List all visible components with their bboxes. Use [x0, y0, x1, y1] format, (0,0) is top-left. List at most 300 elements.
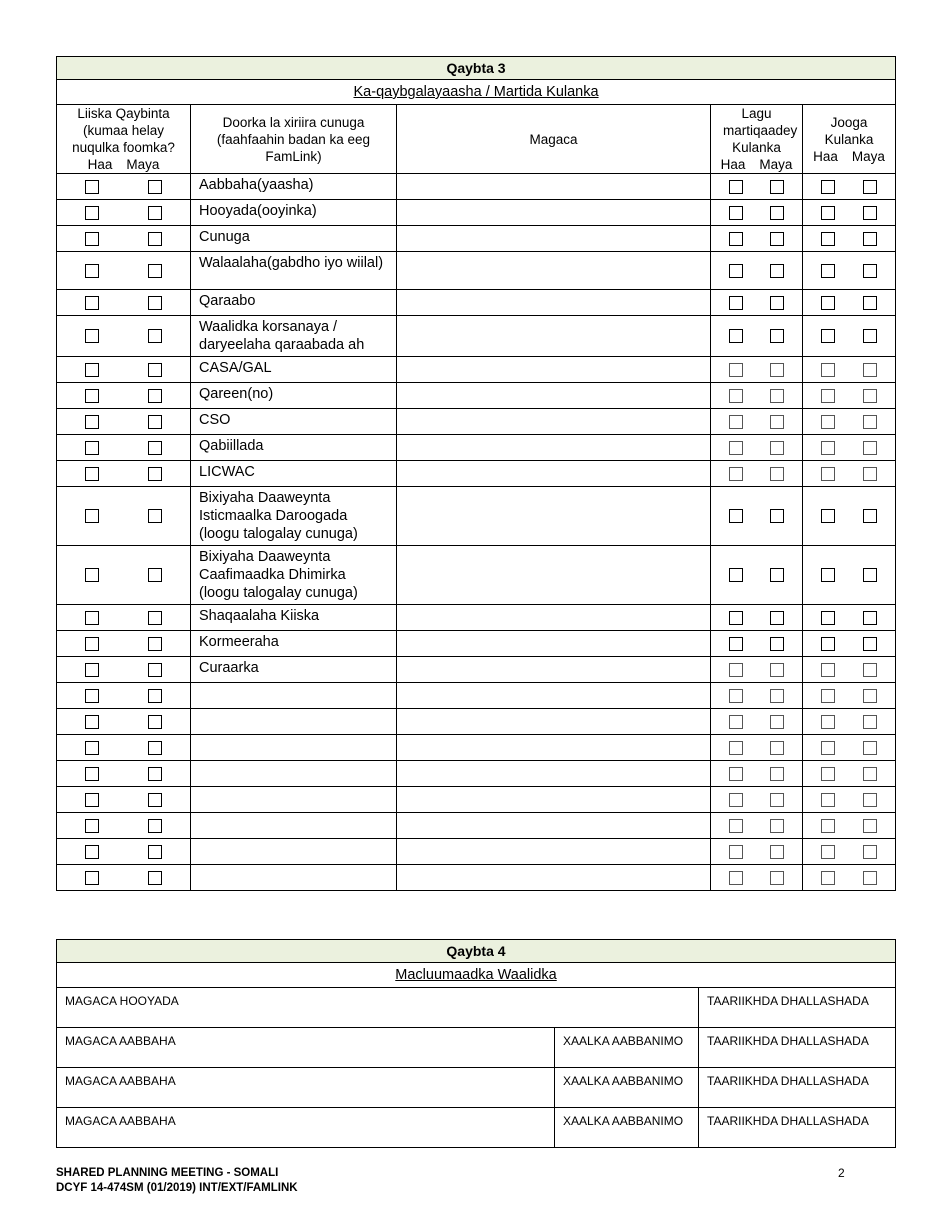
father-dob-field[interactable]: TAARIIKHDA DHALLASHADA	[699, 1028, 896, 1068]
form-title: SHARED PLANNING MEETING - SOMALI	[56, 1167, 279, 1179]
checkbox-no[interactable]	[863, 180, 877, 194]
checkbox-yes[interactable]	[821, 793, 835, 807]
invited-cell	[711, 383, 803, 409]
checkbox-no[interactable]	[148, 871, 162, 885]
checkbox-yes[interactable]	[729, 180, 743, 194]
checkbox-yes[interactable]	[85, 296, 99, 310]
checkbox-no[interactable]	[148, 180, 162, 194]
distribution-cell	[57, 435, 191, 461]
invited-cell	[711, 174, 803, 200]
checkbox-yes[interactable]	[729, 568, 743, 582]
checkbox-yes[interactable]	[85, 637, 99, 651]
name-field[interactable]	[397, 787, 711, 813]
role-cell	[191, 839, 397, 865]
role-cell: Bixiyaha Daaweynta Isticmaalka Daroogada (loogu talogalay cunuga)	[191, 487, 397, 546]
checkbox-no[interactable]	[770, 568, 784, 582]
checkbox-no[interactable]	[148, 637, 162, 651]
checkbox-no[interactable]	[148, 689, 162, 703]
participant-row	[57, 252, 896, 290]
checkbox-yes[interactable]	[729, 467, 743, 481]
participant-row	[57, 174, 896, 200]
checkbox-yes[interactable]	[821, 467, 835, 481]
checkbox-yes[interactable]	[729, 389, 743, 403]
present-cell	[803, 226, 896, 252]
checkbox-yes[interactable]	[729, 296, 743, 310]
checkbox-no[interactable]	[770, 264, 784, 278]
invited-cell	[711, 657, 803, 683]
father-name-field[interactable]: MAGACA AABBAHA	[57, 1068, 555, 1108]
checkbox-yes[interactable]	[821, 232, 835, 246]
name-field[interactable]	[397, 839, 711, 865]
distribution-cell	[57, 487, 191, 546]
name-field[interactable]	[397, 200, 711, 226]
checkbox-no[interactable]	[863, 264, 877, 278]
role-cell	[191, 761, 397, 787]
invited-cell	[711, 839, 803, 865]
checkbox-yes[interactable]	[821, 663, 835, 677]
checkbox-no[interactable]	[770, 180, 784, 194]
checkbox-yes[interactable]	[85, 232, 99, 246]
invited-cell	[711, 761, 803, 787]
mother-dob-field[interactable]: TAARIIKHDA DHALLASHADA	[699, 988, 896, 1028]
participant-row	[57, 409, 896, 435]
checkbox-no[interactable]	[148, 296, 162, 310]
checkbox-yes[interactable]	[85, 206, 99, 220]
checkbox-yes[interactable]	[821, 180, 835, 194]
checkbox-yes[interactable]	[85, 715, 99, 729]
distribution-cell	[57, 605, 191, 631]
checkbox-yes[interactable]	[821, 389, 835, 403]
checkbox-no[interactable]	[770, 363, 784, 377]
checkbox-yes[interactable]	[85, 363, 99, 377]
role-cell: CASA/GAL	[191, 357, 397, 383]
distribution-cell	[57, 316, 191, 357]
checkbox-yes[interactable]	[821, 296, 835, 310]
checkbox-yes[interactable]	[821, 329, 835, 343]
checkbox-no[interactable]	[863, 637, 877, 651]
checkbox-no[interactable]	[863, 741, 877, 755]
footer	[56, 1166, 298, 1196]
invited-cell	[711, 252, 803, 290]
invited-cell	[711, 487, 803, 546]
checkbox-no[interactable]	[148, 819, 162, 833]
checkbox-no[interactable]	[770, 467, 784, 481]
checkbox-no[interactable]	[770, 389, 784, 403]
checkbox-yes[interactable]	[821, 264, 835, 278]
name-field[interactable]	[397, 461, 711, 487]
name-field[interactable]	[397, 252, 711, 290]
checkbox-no[interactable]	[863, 232, 877, 246]
role-cell: Hooyada(ooyinka)	[191, 200, 397, 226]
checkbox-yes[interactable]	[85, 415, 99, 429]
checkbox-no[interactable]	[863, 441, 877, 455]
present-cell	[803, 735, 896, 761]
checkbox-no[interactable]	[148, 845, 162, 859]
invited-cell	[711, 865, 803, 891]
name-field[interactable]	[397, 709, 711, 735]
checkbox-yes[interactable]	[729, 845, 743, 859]
header-present: Jooga Kulanka Haa Maya	[803, 105, 896, 174]
checkbox-no[interactable]	[770, 741, 784, 755]
checkbox-yes[interactable]	[821, 741, 835, 755]
checkbox-yes[interactable]	[821, 206, 835, 220]
invited-cell	[711, 409, 803, 435]
checkbox-yes[interactable]	[85, 741, 99, 755]
name-field[interactable]	[397, 409, 711, 435]
checkbox-no[interactable]	[863, 329, 877, 343]
invited-cell	[711, 787, 803, 813]
checkbox-no[interactable]	[770, 819, 784, 833]
invited-cell	[711, 435, 803, 461]
distribution-cell	[57, 383, 191, 409]
name-field[interactable]	[397, 631, 711, 657]
checkbox-no[interactable]	[770, 296, 784, 310]
checkbox-no[interactable]	[148, 611, 162, 625]
role-cell	[191, 683, 397, 709]
checkbox-yes[interactable]	[85, 509, 99, 523]
present-cell	[803, 316, 896, 357]
participant-row	[57, 226, 896, 252]
checkbox-yes[interactable]	[729, 206, 743, 220]
checkbox-no[interactable]	[863, 767, 877, 781]
present-cell	[803, 383, 896, 409]
role-cell: CSO	[191, 409, 397, 435]
checkbox-yes[interactable]	[821, 715, 835, 729]
participant-row	[57, 316, 896, 357]
checkbox-no[interactable]	[770, 509, 784, 523]
role-cell	[191, 735, 397, 761]
participant-row	[57, 487, 896, 546]
name-field[interactable]	[397, 316, 711, 357]
checkbox-no[interactable]	[148, 793, 162, 807]
present-cell	[803, 409, 896, 435]
invited-cell	[711, 605, 803, 631]
participant-row	[57, 605, 896, 631]
checkbox-yes[interactable]	[85, 180, 99, 194]
role-cell: Walaalaha(gabdho iyo wiilal)	[191, 252, 397, 290]
role-cell: Qabiillada	[191, 435, 397, 461]
role-cell	[191, 709, 397, 735]
checkbox-yes[interactable]	[85, 467, 99, 481]
checkbox-no[interactable]	[148, 264, 162, 278]
checkbox-no[interactable]	[770, 689, 784, 703]
distribution-cell	[57, 839, 191, 865]
name-field[interactable]	[397, 487, 711, 546]
distribution-cell	[57, 787, 191, 813]
checkbox-no[interactable]	[863, 363, 877, 377]
name-field[interactable]	[397, 546, 711, 605]
checkbox-yes[interactable]	[821, 509, 835, 523]
checkbox-no[interactable]	[148, 568, 162, 582]
checkbox-yes[interactable]	[729, 663, 743, 677]
checkbox-no[interactable]	[770, 845, 784, 859]
checkbox-yes[interactable]	[729, 611, 743, 625]
invited-cell	[711, 226, 803, 252]
checkbox-no[interactable]	[770, 663, 784, 677]
distribution-cell	[57, 865, 191, 891]
participant-row	[57, 461, 896, 487]
participant-row	[57, 787, 896, 813]
checkbox-no[interactable]	[863, 819, 877, 833]
checkbox-yes[interactable]	[729, 637, 743, 651]
present-cell	[803, 683, 896, 709]
participant-row	[57, 683, 896, 709]
role-cell: Qaraabo	[191, 290, 397, 316]
checkbox-no[interactable]	[863, 871, 877, 885]
present-cell	[803, 657, 896, 683]
name-field[interactable]	[397, 683, 711, 709]
present-cell	[803, 461, 896, 487]
checkbox-yes[interactable]	[85, 663, 99, 677]
checkbox-no[interactable]	[863, 793, 877, 807]
checkbox-no[interactable]	[770, 415, 784, 429]
distribution-cell	[57, 709, 191, 735]
distribution-cell	[57, 683, 191, 709]
checkbox-no[interactable]	[863, 296, 877, 310]
checkbox-yes[interactable]	[729, 871, 743, 885]
checkbox-no[interactable]	[770, 329, 784, 343]
role-cell: Kormeeraha	[191, 631, 397, 657]
checkbox-no[interactable]	[148, 232, 162, 246]
role-cell: Qareen(no)	[191, 383, 397, 409]
participant-row	[57, 839, 896, 865]
checkbox-yes[interactable]	[85, 689, 99, 703]
checkbox-yes[interactable]	[85, 264, 99, 278]
paternity-status-field[interactable]: XAALKA AABBANIMO	[555, 1108, 699, 1148]
checkbox-yes[interactable]	[821, 568, 835, 582]
section4-subtitle: Macluumaadka Waalidka	[57, 963, 896, 988]
present-cell	[803, 813, 896, 839]
checkbox-yes[interactable]	[821, 845, 835, 859]
checkbox-no[interactable]	[148, 206, 162, 220]
invited-cell	[711, 461, 803, 487]
checkbox-no[interactable]	[770, 871, 784, 885]
distribution-cell	[57, 461, 191, 487]
checkbox-yes[interactable]	[821, 363, 835, 377]
name-field[interactable]	[397, 761, 711, 787]
invited-cell	[711, 357, 803, 383]
checkbox-yes[interactable]	[821, 611, 835, 625]
present-cell	[803, 865, 896, 891]
paternity-status-field[interactable]: XAALKA AABBANIMO	[555, 1028, 699, 1068]
form-number: DCYF 14-474SM (01/2019) INT/EXT/FAMLINK	[56, 1182, 298, 1194]
section4-table	[56, 939, 896, 1148]
checkbox-yes[interactable]	[729, 329, 743, 343]
section3-title: Qaybta 3	[57, 57, 896, 80]
checkbox-yes[interactable]	[85, 793, 99, 807]
distribution-cell	[57, 357, 191, 383]
name-field[interactable]	[397, 657, 711, 683]
checkbox-yes[interactable]	[85, 871, 99, 885]
distribution-cell	[57, 761, 191, 787]
checkbox-no[interactable]	[863, 715, 877, 729]
participant-row	[57, 546, 896, 605]
checkbox-yes[interactable]	[729, 767, 743, 781]
checkbox-no[interactable]	[148, 329, 162, 343]
checkbox-yes[interactable]	[85, 845, 99, 859]
checkbox-no[interactable]	[770, 793, 784, 807]
father-name-field[interactable]: MAGACA AABBAHA	[57, 1028, 555, 1068]
checkbox-yes[interactable]	[85, 819, 99, 833]
present-cell	[803, 709, 896, 735]
checkbox-yes[interactable]	[85, 389, 99, 403]
participant-row	[57, 631, 896, 657]
checkbox-yes[interactable]	[729, 363, 743, 377]
checkbox-no[interactable]	[863, 467, 877, 481]
invited-cell	[711, 631, 803, 657]
checkbox-yes[interactable]	[729, 232, 743, 246]
checkbox-yes[interactable]	[729, 715, 743, 729]
father-name-field[interactable]: MAGACA AABBAHA	[57, 1108, 555, 1148]
checkbox-no[interactable]	[863, 568, 877, 582]
checkbox-no[interactable]	[863, 206, 877, 220]
name-field[interactable]	[397, 174, 711, 200]
present-cell	[803, 252, 896, 290]
role-cell: Cunuga	[191, 226, 397, 252]
checkbox-yes[interactable]	[821, 637, 835, 651]
role-cell	[191, 813, 397, 839]
distribution-cell	[57, 657, 191, 683]
header-invited: Lagu martiqaadey Kulanka Haa Maya	[711, 105, 803, 174]
distribution-cell	[57, 409, 191, 435]
name-field[interactable]	[397, 605, 711, 631]
distribution-cell	[57, 813, 191, 839]
checkbox-no[interactable]	[770, 637, 784, 651]
role-cell: Waalidka korsanaya / daryeelaha qaraabada ah	[191, 316, 397, 357]
header-role: Doorka la xiriira cunuga (faahfaahin badan ka eeg FamLink)	[191, 105, 397, 174]
mother-name-field[interactable]: MAGACA HOOYADA	[57, 988, 699, 1028]
participant-row	[57, 383, 896, 409]
checkbox-no[interactable]	[863, 509, 877, 523]
father-dob-field[interactable]: TAARIIKHDA DHALLASHADA	[699, 1108, 896, 1148]
present-cell	[803, 761, 896, 787]
participant-row	[57, 290, 896, 316]
paternity-status-field[interactable]: XAALKA AABBANIMO	[555, 1068, 699, 1108]
name-field[interactable]	[397, 226, 711, 252]
distribution-cell	[57, 631, 191, 657]
checkbox-no[interactable]	[148, 363, 162, 377]
checkbox-yes[interactable]	[85, 568, 99, 582]
invited-cell	[711, 709, 803, 735]
checkbox-yes[interactable]	[729, 793, 743, 807]
present-cell	[803, 787, 896, 813]
checkbox-yes[interactable]	[821, 871, 835, 885]
section3-subtitle: Ka-qaybgalayaasha / Martida Kulanka	[57, 80, 896, 105]
checkbox-yes[interactable]	[821, 689, 835, 703]
checkbox-yes[interactable]	[821, 767, 835, 781]
invited-cell	[711, 316, 803, 357]
role-cell: Aabbaha(yaasha)	[191, 174, 397, 200]
checkbox-no[interactable]	[770, 206, 784, 220]
checkbox-yes[interactable]	[85, 441, 99, 455]
present-cell	[803, 605, 896, 631]
checkbox-no[interactable]	[863, 389, 877, 403]
present-cell	[803, 174, 896, 200]
checkbox-yes[interactable]	[729, 819, 743, 833]
checkbox-yes[interactable]	[729, 441, 743, 455]
checkbox-yes[interactable]	[85, 767, 99, 781]
checkbox-yes[interactable]	[821, 441, 835, 455]
checkbox-no[interactable]	[148, 715, 162, 729]
participant-row	[57, 200, 896, 226]
present-cell	[803, 357, 896, 383]
invited-cell	[711, 546, 803, 605]
checkbox-no[interactable]	[770, 441, 784, 455]
participant-row	[57, 657, 896, 683]
role-cell: LICWAC	[191, 461, 397, 487]
checkbox-no[interactable]	[148, 741, 162, 755]
checkbox-yes[interactable]	[729, 264, 743, 278]
name-field[interactable]	[397, 357, 711, 383]
checkbox-no[interactable]	[770, 767, 784, 781]
checkbox-yes[interactable]	[729, 415, 743, 429]
name-field[interactable]	[397, 383, 711, 409]
present-cell	[803, 200, 896, 226]
invited-cell	[711, 813, 803, 839]
invited-cell	[711, 683, 803, 709]
checkbox-no[interactable]	[863, 845, 877, 859]
checkbox-no[interactable]	[863, 611, 877, 625]
header-name: Magaca	[397, 105, 711, 174]
distribution-cell	[57, 546, 191, 605]
checkbox-no[interactable]	[148, 509, 162, 523]
checkbox-no[interactable]	[148, 389, 162, 403]
distribution-cell	[57, 174, 191, 200]
father-dob-field[interactable]: TAARIIKHDA DHALLASHADA	[699, 1068, 896, 1108]
checkbox-yes[interactable]	[729, 509, 743, 523]
participant-row	[57, 761, 896, 787]
distribution-cell	[57, 290, 191, 316]
checkbox-no[interactable]	[148, 663, 162, 677]
name-field[interactable]	[397, 290, 711, 316]
name-field[interactable]	[397, 813, 711, 839]
section3-table	[56, 56, 896, 891]
checkbox-no[interactable]	[148, 441, 162, 455]
checkbox-no[interactable]	[770, 715, 784, 729]
distribution-cell	[57, 200, 191, 226]
checkbox-no[interactable]	[770, 232, 784, 246]
present-cell	[803, 487, 896, 546]
section4-title: Qaybta 4	[57, 940, 896, 963]
checkbox-no[interactable]	[148, 415, 162, 429]
checkbox-no[interactable]	[148, 467, 162, 481]
checkbox-no[interactable]	[148, 767, 162, 781]
page-number: 2	[838, 1166, 845, 1180]
checkbox-no[interactable]	[863, 689, 877, 703]
participant-row	[57, 357, 896, 383]
checkbox-yes[interactable]	[729, 741, 743, 755]
checkbox-yes[interactable]	[821, 415, 835, 429]
header-distribution-list: Liiska Qaybinta (kumaa helay nuqulka foomka? Haa Maya	[57, 105, 191, 174]
checkbox-yes[interactable]	[85, 329, 99, 343]
checkbox-no[interactable]	[863, 415, 877, 429]
checkbox-no[interactable]	[770, 611, 784, 625]
present-cell	[803, 546, 896, 605]
name-field[interactable]	[397, 435, 711, 461]
checkbox-yes[interactable]	[821, 819, 835, 833]
present-cell	[803, 631, 896, 657]
participant-row	[57, 435, 896, 461]
distribution-cell	[57, 252, 191, 290]
name-field[interactable]	[397, 735, 711, 761]
name-field[interactable]	[397, 865, 711, 891]
checkbox-no[interactable]	[863, 663, 877, 677]
checkbox-yes[interactable]	[729, 689, 743, 703]
checkbox-yes[interactable]	[85, 611, 99, 625]
invited-cell	[711, 290, 803, 316]
present-cell	[803, 435, 896, 461]
role-cell: Bixiyaha Daaweynta Caafimaadka Dhimirka (loogu talogalay cunuga)	[191, 546, 397, 605]
